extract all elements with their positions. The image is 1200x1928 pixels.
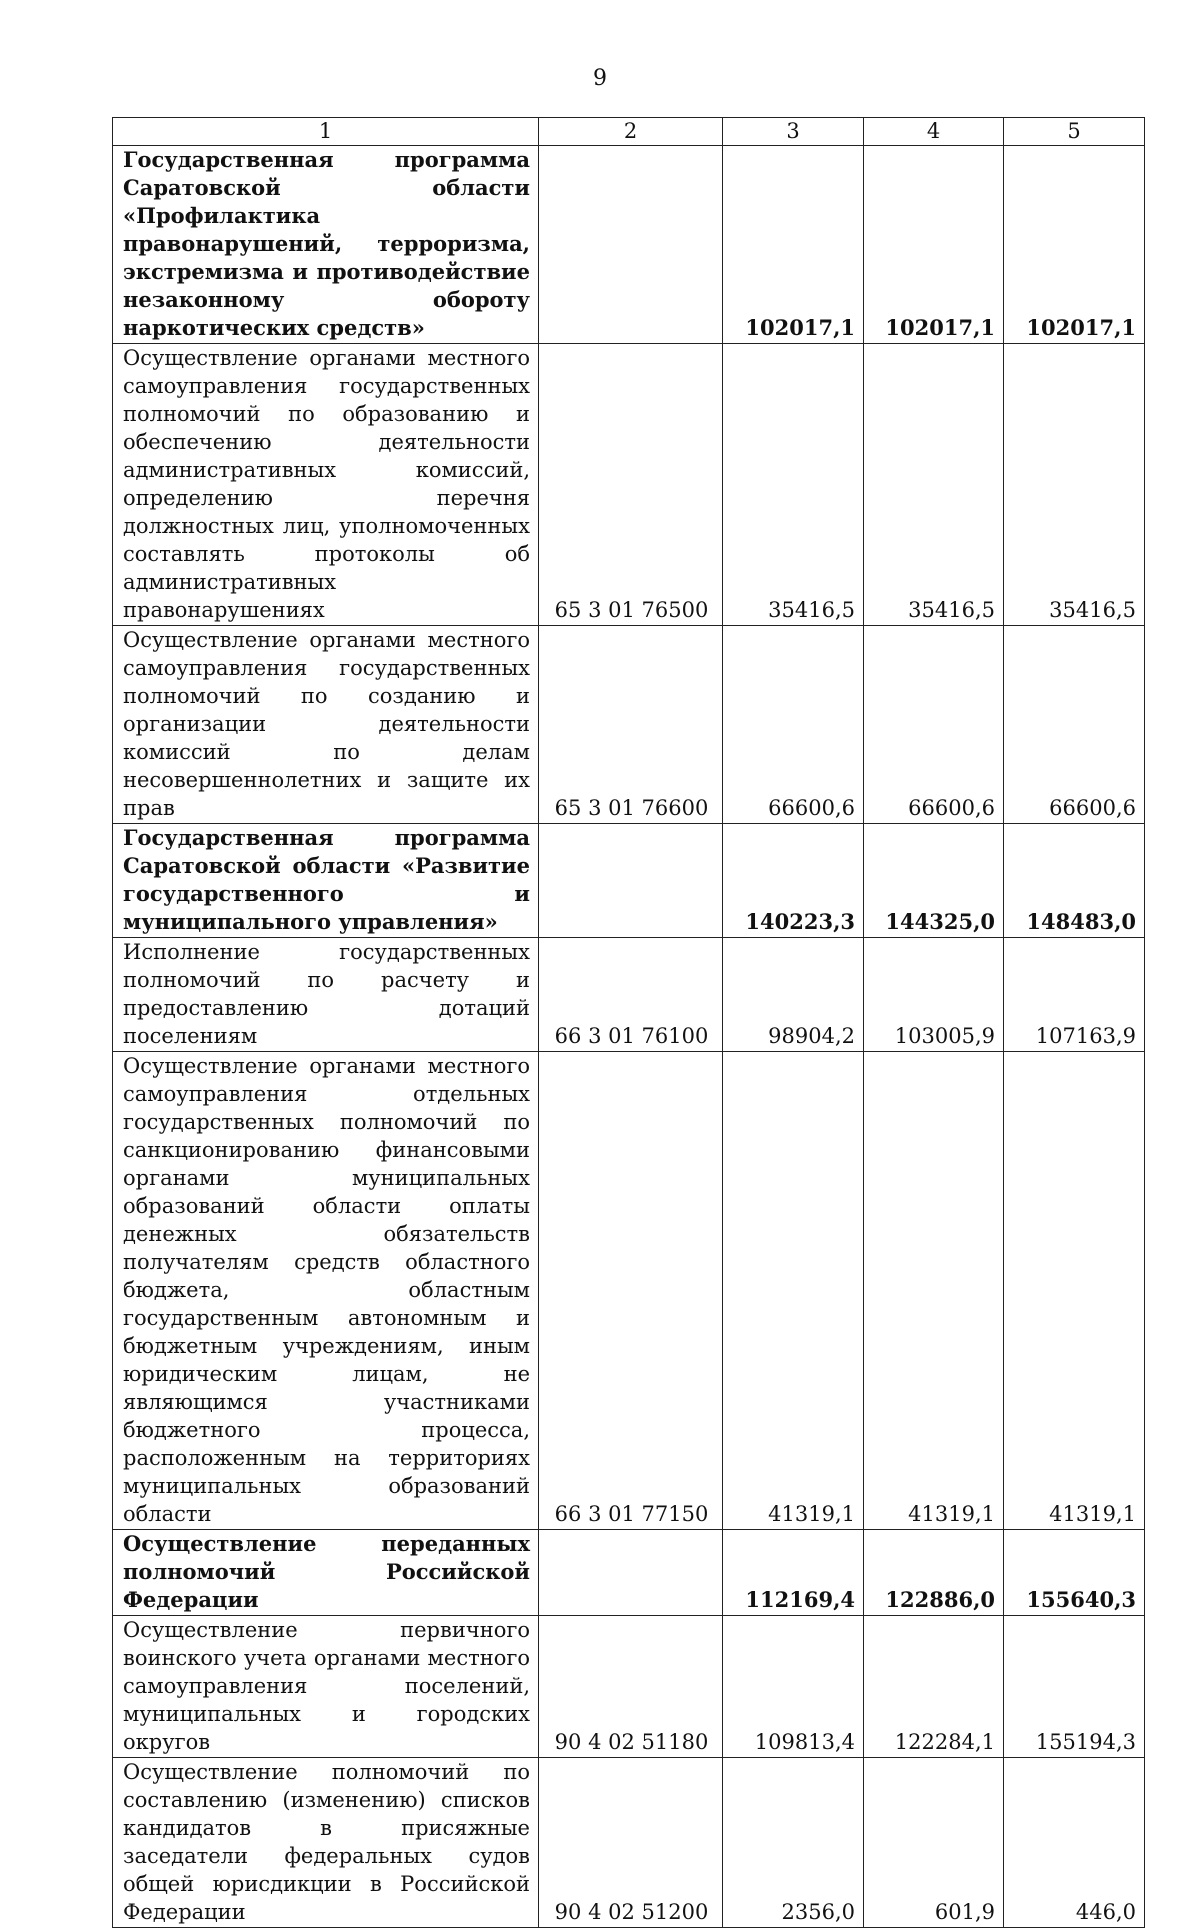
row-value-4: 35416,5 <box>864 344 1004 626</box>
table-row <box>113 146 1145 344</box>
row-name: Государственная программа Саратовской области «Развитие государственного и муниципального управления» <box>113 824 539 938</box>
row-code <box>539 146 723 344</box>
header-row <box>113 118 1145 146</box>
table-row <box>113 1530 1145 1616</box>
column-header-2: 2 <box>539 118 723 146</box>
row-name: Осуществление первичного воинского учета органами местного самоуправления поселений, муниципальных и городских округов <box>113 1616 539 1758</box>
column-header-3: 3 <box>723 118 864 146</box>
row-value-4: 601,9 <box>864 1758 1004 1928</box>
column-header-1: 1 <box>113 118 539 146</box>
table-row <box>113 824 1145 938</box>
row-value-4: 122886,0 <box>864 1530 1004 1616</box>
row-value-5: 446,0 <box>1004 1758 1145 1928</box>
row-name: Осуществление полномочий по составлению (изменению) списков кандидатов в присяжные заседатели федеральных судов общей юрисдикции в Российской Федерации <box>113 1758 539 1928</box>
row-value-5: 66600,6 <box>1004 626 1145 824</box>
row-code: 65 3 01 76500 <box>539 344 723 626</box>
row-code: 90 4 02 51180 <box>539 1616 723 1758</box>
row-value-4: 103005,9 <box>864 938 1004 1052</box>
table-row <box>113 1052 1145 1530</box>
row-name: Государственная программа Саратовской области «Профилактика правонарушений, терроризма, экстремизма и противодействие незаконному обороту наркотических средств» <box>113 146 539 344</box>
row-value-4: 122284,1 <box>864 1616 1004 1758</box>
row-code: 90 4 02 51200 <box>539 1758 723 1928</box>
page-number: 9 <box>593 66 607 91</box>
row-value-3: 66600,6 <box>723 626 864 824</box>
row-code <box>539 824 723 938</box>
row-name: Осуществление органами местного самоуправления государственных полномочий по созданию и организации деятельности комиссий по делам несовершеннолетних и защите их прав <box>113 626 539 824</box>
row-value-3: 35416,5 <box>723 344 864 626</box>
row-value-3: 98904,2 <box>723 938 864 1052</box>
row-value-4: 102017,1 <box>864 146 1004 344</box>
table-row <box>113 938 1145 1052</box>
row-value-4: 144325,0 <box>864 824 1004 938</box>
table-row <box>113 1758 1145 1928</box>
row-value-3: 112169,4 <box>723 1530 864 1616</box>
row-value-5: 148483,0 <box>1004 824 1145 938</box>
row-value-3: 140223,3 <box>723 824 864 938</box>
row-name: Исполнение государственных полномочий по расчету и предоставлению дотаций поселениям <box>113 938 539 1052</box>
row-value-3: 109813,4 <box>723 1616 864 1758</box>
row-value-4: 41319,1 <box>864 1052 1004 1530</box>
table-row <box>113 344 1145 626</box>
row-value-5: 155194,3 <box>1004 1616 1145 1758</box>
row-value-3: 41319,1 <box>723 1052 864 1530</box>
row-value-5: 35416,5 <box>1004 344 1145 626</box>
column-header-5: 5 <box>1004 118 1145 146</box>
column-header-4: 4 <box>864 118 1004 146</box>
row-value-3: 2356,0 <box>723 1758 864 1928</box>
row-code: 66 3 01 77150 <box>539 1052 723 1530</box>
row-name: Осуществление органами местного самоуправления отдельных государственных полномочий по санкционированию финансовыми органами муниципальных образований области оплаты денежных обязательств получателям средств областного бюджета, областным государственным автономным и бюджетным учреждениям, иным юридическим лицам, не являющимся участниками бюджетного процесса, расположенным на территориях муниципальных образований области <box>113 1052 539 1530</box>
row-code: 65 3 01 76600 <box>539 626 723 824</box>
row-code <box>539 1530 723 1616</box>
row-code: 66 3 01 76100 <box>539 938 723 1052</box>
row-value-5: 155640,3 <box>1004 1530 1145 1616</box>
table-row <box>113 1616 1145 1758</box>
row-value-4: 66600,6 <box>864 626 1004 824</box>
row-value-5: 41319,1 <box>1004 1052 1145 1530</box>
row-name: Осуществление переданных полномочий Российской Федерации <box>113 1530 539 1616</box>
row-value-5: 107163,9 <box>1004 938 1145 1052</box>
row-value-3: 102017,1 <box>723 146 864 344</box>
row-value-5: 102017,1 <box>1004 146 1145 344</box>
row-name: Осуществление органами местного самоуправления государственных полномочий по образованию и обеспечению деятельности административных комиссий, определению перечня должностных лиц, уполномоченных составлять протоколы об административных правонарушениях <box>113 344 539 626</box>
budget-table <box>112 117 1145 1928</box>
table-row <box>113 626 1145 824</box>
